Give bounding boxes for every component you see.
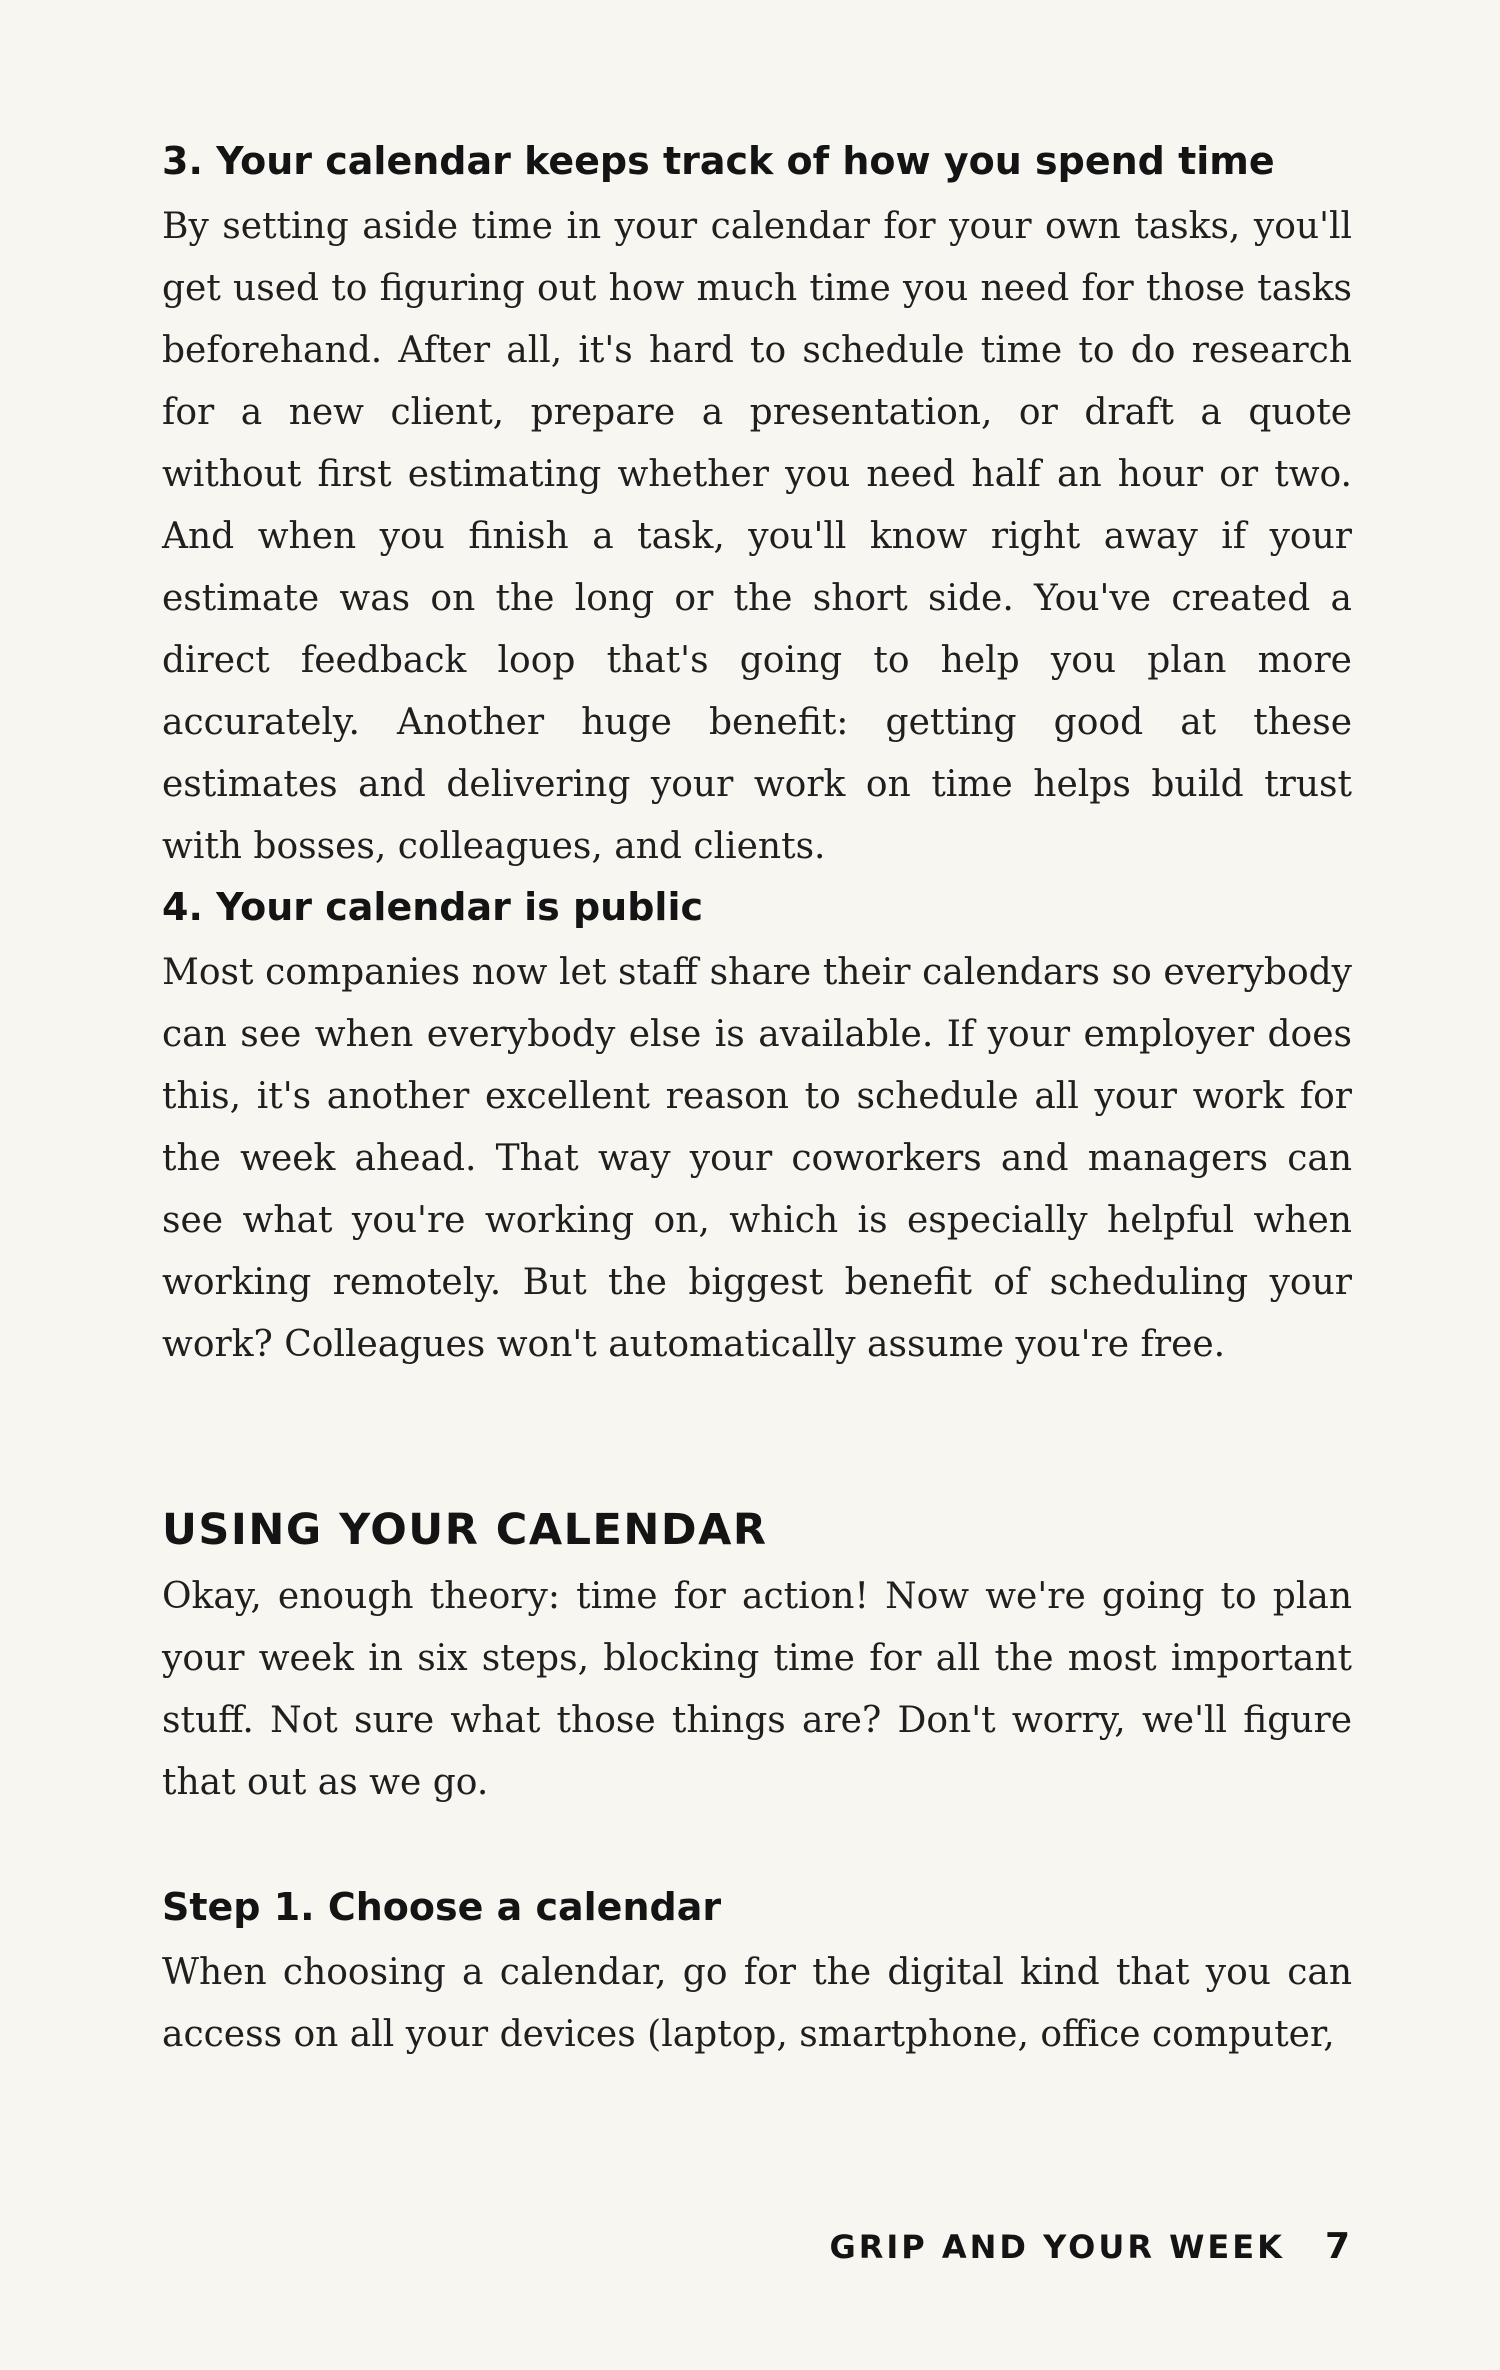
section-paragraph: When choosing a calendar, go for the digital kind that you can access on all your devices (laptop, smartphone, office computer, — [162, 1952, 1352, 2055]
section-heading: Step 1. Choose a calendar — [162, 1885, 722, 1929]
running-title: GRIP AND YOUR WEEK — [829, 2228, 1285, 2266]
section-step-1 — [162, 1882, 1352, 2066]
page-footer — [829, 2226, 1350, 2267]
section-using-your-calendar — [162, 1502, 1352, 1814]
chapter-section-title: USING YOUR CALENDAR — [162, 1505, 768, 1555]
section-paragraph: By setting aside time in your calendar for your own tasks, you'll get used to figuring out how much time you need for those tasks beforehand. After all, it's hard to schedule time to do research for a new client, prepare a presentation, or draft a quote without first estimating whether you need half an hour or two. And when you finish a task, you'll know right away if your estimate was on the long or the short side. You've created a direct feedback loop that's going to help you plan more accurately. Another huge benefit: getting good at these estimates and delivering your work on time helps build trust with bosses, colleagues, and clients. — [162, 206, 1352, 867]
section-paragraph: Most companies now let staff share their calendars so everybody can see when everybody else is available. If your employer does this, it's another excellent reason to schedule all your work for the week ahead. That way your coworkers and managers can see what you're working on, which is especially helpful when working remotely. But the biggest benefit of scheduling your work? Colleagues won't automatically assume you're free. — [162, 952, 1352, 1365]
section-calendar-public — [162, 882, 1352, 1376]
section-calendar-tracks-time — [162, 136, 1352, 878]
page-number: 7 — [1324, 2226, 1350, 2267]
section-paragraph: Okay, enough theory: time for action! Now we're going to plan your week in six steps, blocking time for all the most important stuff. Not sure what those things are? Don't worry, we'll figure that out as we go. — [162, 1576, 1352, 1803]
section-heading: 4. Your calendar is public — [162, 885, 703, 929]
section-heading: 3. Your calendar keeps track of how you spend time — [162, 139, 1275, 183]
